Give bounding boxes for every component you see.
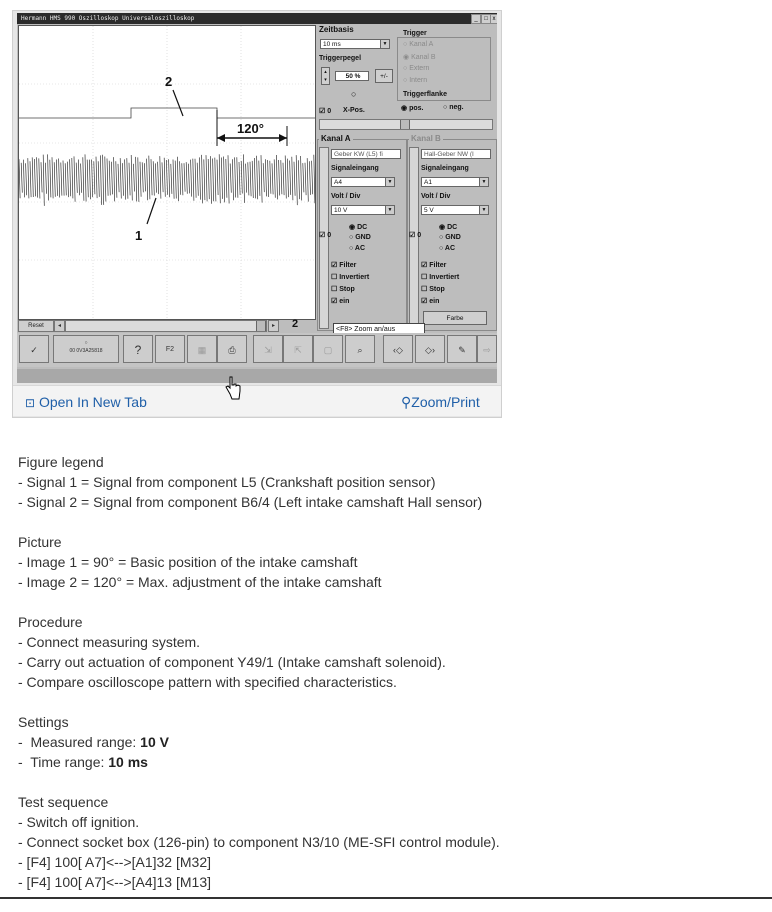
kanal-b-invertiert-checkbox[interactable]: ☐ Invertiert (421, 274, 460, 281)
flank-pos-radio[interactable]: ◉ pos. (401, 105, 424, 112)
picture-heading: Picture (18, 534, 62, 550)
procedure-section (18, 612, 758, 692)
chevron-down-icon: ▼ (479, 178, 488, 186)
list-item: - Signal 1 = Signal from component L5 (Crankshaft position sensor) (18, 474, 436, 490)
status-bar (17, 369, 497, 383)
kanal-a-label: Kanal A (321, 134, 351, 143)
list-item: - Measured range: 10 V (18, 734, 169, 750)
open-new-tab-link[interactable]: ⊡ Open In New Tab (25, 394, 147, 410)
check-icon[interactable]: ✓ (19, 335, 49, 363)
kanal-a-invertiert-checkbox[interactable]: ☐ Invertiert (331, 274, 370, 281)
kanal-b-coupling-dc[interactable]: ◉ DC (439, 224, 458, 231)
export-icon[interactable]: ⇲ (253, 335, 283, 363)
kanal-a-volt-div-label: Volt / Div (331, 193, 361, 200)
list-item: - Switch off ignition. (18, 814, 140, 830)
plus-minus-button[interactable]: +/- (375, 69, 393, 83)
horizontal-scroll (18, 320, 314, 331)
flank-neg-radio[interactable]: ○ neg. (443, 104, 464, 111)
kanal-a-signaleingang-label: Signaleingang (331, 165, 379, 172)
help-button[interactable]: ? (123, 335, 153, 363)
triggerpegel-label: Triggerpegel (319, 55, 362, 62)
list-item: - [F4] 100[ A7]<-->[A4]13 [M13] (18, 874, 211, 890)
device-status: ○ 00 0V3A25818 (53, 335, 119, 363)
kanal-b-farbe-button[interactable]: Farbe (423, 311, 487, 325)
xpos-zero-checkbox[interactable]: ☑ 0 (319, 108, 332, 115)
cursor-b-icon[interactable]: ◇› (415, 335, 445, 363)
article-content (18, 452, 758, 912)
kanal-b-zero-checkbox[interactable]: ☑ 0 (409, 232, 422, 239)
measure-icon[interactable]: ✎ (447, 335, 477, 363)
kanal-a-ein-checkbox[interactable]: ☑ ein (331, 298, 350, 305)
triggerflanke-label: Triggerflanke (403, 91, 447, 98)
next-icon[interactable]: ⇨ (477, 335, 497, 363)
kanal-b-coupling-gnd[interactable]: ○ GND (439, 234, 461, 241)
signal-2-label: 2 (165, 74, 173, 89)
reset-button[interactable]: Reset (18, 320, 54, 332)
settings-section (18, 712, 758, 772)
kanal-b-label: Kanal B (411, 134, 441, 143)
list-item: - Image 2 = 120° = Max. adjustment of the intake camshaft (18, 574, 382, 590)
oscilloscope-figure (12, 10, 502, 418)
scroll-left-icon[interactable]: ◂ (54, 320, 65, 332)
hand-cursor-icon (224, 376, 242, 405)
control-panel (317, 25, 495, 330)
chevron-down-icon: ▼ (479, 206, 488, 214)
triggerpegel-value: 50 % (335, 71, 369, 81)
xpos-slider[interactable] (319, 119, 493, 130)
trigger-option-kanal-b[interactable]: ◉ Kanal B (403, 54, 436, 61)
scroll-right-icon[interactable]: ▸ (268, 320, 279, 332)
cursor-a-icon[interactable]: ‹◇ (383, 335, 413, 363)
test-sequence-section (18, 792, 758, 892)
crankshaft-signal (19, 154, 315, 206)
chevron-down-icon: ▼ (380, 40, 389, 48)
kanal-b-stop-checkbox[interactable]: ☐ Stop (421, 286, 445, 293)
kanal-a-coupling-dc[interactable]: ◉ DC (349, 224, 368, 231)
xpos-slider-thumb[interactable] (400, 120, 410, 129)
scope-display (18, 25, 316, 320)
scope-waveform (19, 26, 315, 319)
open-tab-icon: ⊡ (25, 396, 36, 410)
save-icon[interactable]: ▦ (187, 335, 217, 363)
kanal-b-signaleingang-label: Signaleingang (421, 165, 469, 172)
kanal-b-name-field[interactable]: Hall-Geber NW (I (421, 149, 491, 159)
trigger-option-extern[interactable]: ○ Extern (403, 65, 430, 72)
list-item: - Connect measuring system. (18, 634, 201, 650)
picture-section (18, 532, 758, 592)
kanal-b-volt-div-label: Volt / Div (421, 193, 451, 200)
zoom-tooltip: <F8> Zoom an/aus (333, 323, 425, 334)
trigger-indicator-icon: ○ (351, 89, 357, 99)
trigger-option-kanal-a[interactable]: ○ Kanal A (403, 41, 434, 48)
kanal-a-coupling-ac[interactable]: ○ AC (349, 245, 366, 252)
scope-toolbar (17, 333, 497, 367)
signal-1-label: 1 (135, 228, 143, 243)
zeitbasis-label: Zeitbasis (319, 25, 354, 34)
kanal-a-coupling-gnd[interactable]: ○ GND (349, 234, 371, 241)
test-sequence-heading: Test sequence (18, 794, 109, 810)
zeitbasis-select[interactable]: 10 ms ▼ (320, 39, 390, 49)
kanal-a-filter-checkbox[interactable]: ☑ Filter (331, 262, 357, 269)
channel-number: 2 (292, 318, 299, 330)
kanal-a-name-field[interactable]: Geber KW (L5) fi (331, 149, 401, 159)
zoom-print-link[interactable]: ⚲Zoom/Print (401, 394, 480, 410)
oscilloscope-screenshot (17, 13, 497, 383)
minimize-icon[interactable]: _ (471, 14, 481, 24)
kanal-a-volt-div-select[interactable]: 10 V ▼ (331, 205, 395, 215)
page-icon[interactable]: ▢ (313, 335, 343, 363)
kanal-a-signaleingang-select[interactable]: A4 ▼ (331, 177, 395, 187)
scroll-track[interactable] (65, 320, 267, 332)
figure-legend-section (18, 452, 758, 512)
list-item: - Connect socket box (126-pin) to component N3/10 (ME-SFI control module). (18, 834, 500, 850)
list-item: - Time range: 10 ms (18, 754, 148, 770)
kanal-b-volt-div-select[interactable]: 5 V ▼ (421, 205, 489, 215)
angle-label: 120° (237, 121, 264, 136)
procedure-heading: Procedure (18, 614, 83, 630)
list-item: - [F4] 100[ A7]<-->[A1]32 [M32] (18, 854, 211, 870)
list-item: - Image 1 = 90° = Basic position of the intake camshaft (18, 554, 358, 570)
kanal-b-signaleingang-select[interactable]: A1 ▼ (421, 177, 489, 187)
chevron-down-icon: ▼ (385, 206, 394, 214)
close-icon[interactable]: x (490, 14, 497, 24)
kanal-b-ein-checkbox[interactable]: ☑ ein (421, 298, 440, 305)
kanal-a-zero-checkbox[interactable]: ☑ 0 (319, 232, 332, 239)
f2-button[interactable]: F2 (155, 335, 185, 363)
triggerpegel-stepper[interactable]: ▴ ▾ (321, 67, 330, 85)
print-icon[interactable]: ⎙ (217, 335, 247, 363)
measured-range-value: 10 V (140, 734, 169, 750)
trigger-label: Trigger (403, 30, 427, 37)
settings-heading: Settings (18, 714, 69, 730)
list-item: - Compare oscilloscope pattern with specified characteristics. (18, 674, 397, 690)
bottom-divider (0, 897, 772, 899)
time-range-value: 10 ms (108, 754, 148, 770)
kanal-b-filter-checkbox[interactable]: ☑ Filter (421, 262, 447, 269)
kanal-b-coupling-ac[interactable]: ○ AC (439, 245, 456, 252)
figure-legend-heading: Figure legend (18, 454, 104, 470)
maximize-icon[interactable]: □ (481, 14, 491, 24)
window-title-bar: Hermann HMS 990 Oszilloskop Universaloszilloskop (17, 13, 497, 24)
trigger-option-intern[interactable]: ○ Intern (403, 77, 428, 84)
list-item: - Signal 2 = Signal from component B6/4 (Left intake camshaft Hall sensor) (18, 494, 483, 510)
kanal-a-stop-checkbox[interactable]: ☐ Stop (331, 286, 355, 293)
xpos-label: X-Pos. (343, 107, 365, 114)
scroll-thumb[interactable] (256, 321, 266, 331)
list-item: - Carry out actuation of component Y49/1 (Intake camshaft solenoid). (18, 654, 446, 670)
import-icon[interactable]: ⇱ (283, 335, 313, 363)
zoom-icon: ⚲ (401, 394, 412, 410)
zoom-icon[interactable]: ⌕ (345, 335, 375, 363)
figure-links (13, 385, 501, 416)
chevron-down-icon: ▼ (385, 178, 394, 186)
